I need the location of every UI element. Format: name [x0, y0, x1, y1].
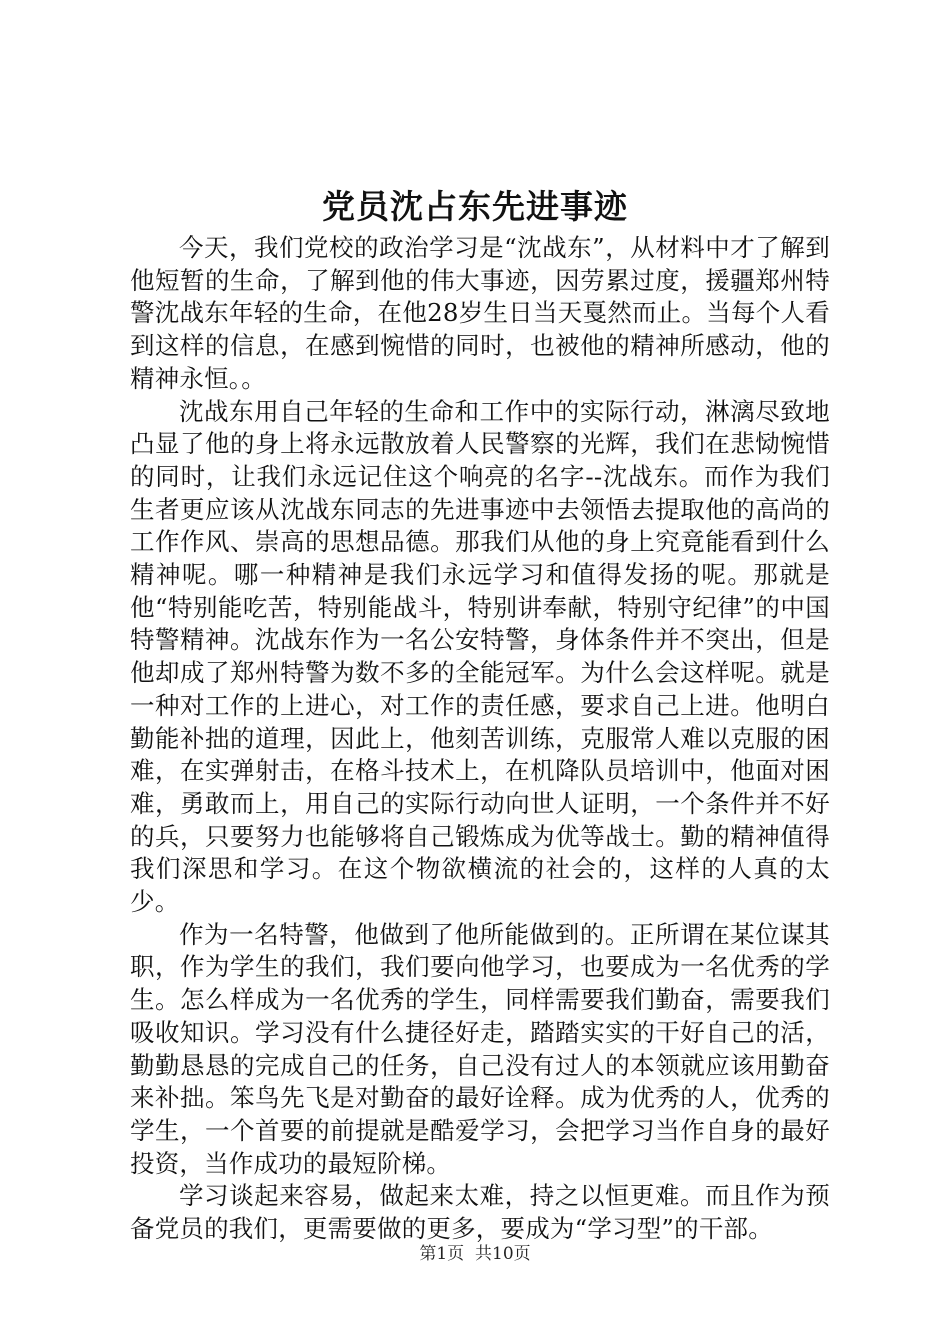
footer-separator: [464, 1244, 475, 1264]
paragraph-4: 学习谈起来容易，做起来太难，持之以恒更难。而且作为预备党员的我们，更需要做的更多，要成为“学习型”的干部。: [130, 1181, 830, 1244]
document-title: 党员沈占东先进事迹: [322, 187, 628, 226]
page-total: 共10页: [475, 1244, 531, 1264]
paragraph-2: 沈战东用自己年轻的生命和工作中的实际行动，淋漓尽致地凸显了他的身上将永远散放着人民警察的光辉，我们在悲恸惋惜的同时，让我们永远记住这个响亮的名字--沈战东。而作为我们生者更应该从沈战东同志的先进事迹中去领悟去提取他的高尚的工作作风、崇高的思想品德。那我们从他的身上究竟能看到什么精神呢。哪一种精神是我们永远学习和值得发扬的呢。那就是他“特别能吃苦，特别能战斗，特别讲奉献，特别守纪律”的中国特警精神。沈战东作为一名公安特警，身体条件并不突出，但是他却成了郑州特警为数不多的全能冠军。为什么会这样呢。就是一种对工作的上进心，对工作的责任感，要求自己上进。他明白勤能补拙的道理，因此上，他刻苦训练，克服常人难以克服的困难，在实弹射击，在格斗技术上，在机降队员培训中，他面对困难，勇敢而上，用自己的实际行动向世人证明，一个条件并不好的兵，只要努力也能够将自己锻炼成为优等战士。勤的精神值得我们深思和学习。在这个物欲横流的社会的，这样的人真的太少。: [130, 396, 830, 917]
paragraph-3: 作为一名特警，他做到了他所能做到的。正所谓在某位谋其职，作为学生的我们，我们要向他学习，也要成为一名优秀的学生。怎么样成为一名优秀的学生，同样需要我们勤奋，需要我们吸收知识。学习没有什么捷径好走，踏踏实实的干好自己的活，勤勤恳恳的完成自己的任务，自己没有过人的本领就应该用勤奋来补拙。笨鸟先飞是对勤奋的最好诠释。成为优秀的人，优秀的学生，一个首要的前提就是酷爱学习，会把学习当作自身的最好投资，当作成功的最短阶梯。: [130, 919, 830, 1178]
page-number: 第1页: [419, 1244, 465, 1264]
paragraph-1: 今天，我们党校的政治学习是“沈战东”，从材料中才了解到他短暂的生命，了解到他的伟大事迹，因劳累过度，援疆郑州特警沈战东年轻的生命，在他28岁生日当天戛然而止。当每个人看到这样的信息，在感到惋惜的同时，也被他的精神所感动，他的精神永恒。。: [130, 233, 830, 393]
page-footer: [0, 1243, 950, 1265]
document-body: [130, 232, 830, 1246]
